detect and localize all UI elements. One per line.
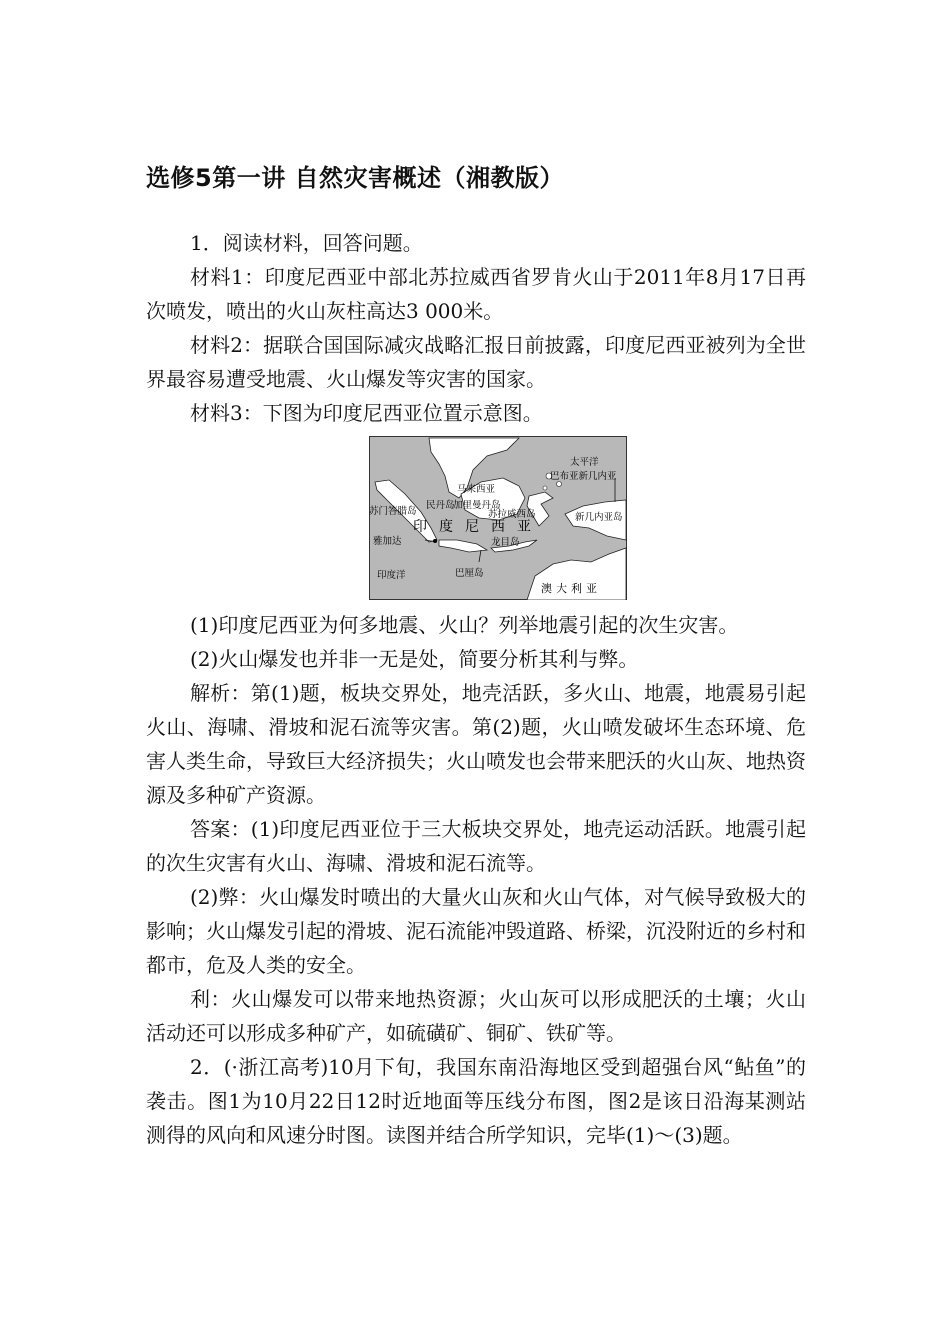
map-label-lombok: 龙目岛 — [491, 537, 520, 548]
q1-material-2: 材料2：据联合国国际减灾战略汇报日前披露，印度尼西亚被列为全世界最容易遭受地震、火山爆发等灾害的国家。 — [146, 333, 806, 391]
indonesia-location-map — [369, 436, 627, 600]
document-title: 选修5第一讲 自然灾害概述（湘教版） — [146, 164, 565, 192]
map-label-indonesia: 印度尼西亚 — [413, 519, 543, 535]
map-label-indian-ocean: 印度洋 — [377, 570, 406, 581]
q1-sub-question-1: (1)印度尼西亚为何多地震、火山？列举地震引起的次生灾害。 — [190, 613, 739, 637]
q1-material-3: 材料3：下图为印度尼西亚位置示意图。 — [190, 401, 543, 425]
document-body — [146, 226, 806, 1152]
q1-material-1: 材料1：印度尼西亚中部北苏拉威西省罗肯火山于2011年8月17日再次喷发，喷出的火山灰柱高达3 000米。 — [146, 265, 806, 323]
map-label-mindanao: 民丹岛 — [426, 500, 455, 511]
map-label-australia: 澳大利亚 — [541, 582, 601, 595]
q1-analysis: 解析：第(1)题，板块交界处，地壳活跃，多火山、地震，地震易引起火山、海啸、滑坡和泥石流等灾害。第(2)题，火山喷发破坏生态环境、危害人类生命，导致巨大经济损失；火山喷发也会带来肥沃的火山灰、地热资源及多种矿产资源。 — [146, 681, 806, 807]
q1-answer-2: (2)弊：火山爆发时喷出的大量火山灰和火山气体，对气候导致极大的影响；火山爆发引起的滑坡、泥石流能冲毁道路、桥梁，沉没附近的乡村和都市，危及人类的安全。 — [146, 885, 806, 977]
map-label-sumatra: 苏门答腊岛 — [369, 506, 417, 517]
map-label-bali: 巴厘岛 — [455, 568, 484, 579]
map-label-pacific: 太平洋 — [570, 457, 599, 468]
q1-intro: 1．阅读材料，回答问题。 — [190, 231, 423, 255]
q1-answer-1: 答案：(1)印度尼西亚位于三大板块交界处，地壳运动活跃。地震引起的次生灾害有火山、海啸、滑坡和泥石流等。 — [146, 817, 806, 875]
map-label-sulawesi: 苏拉威西岛 — [488, 509, 536, 520]
q2-intro: 2．(·浙江高考)10月下旬，我国东南沿海地区受到超强台风“鲇鱼”的袭击。图1为10月22日12时近地面等压线分布图，图2是该日沿海某测站测得的风向和风速分时图。读图并结合所学知识，完毕(1)～(3)题。 — [146, 1055, 806, 1147]
map-label-new-guinea: 新几内亚岛 — [575, 512, 623, 523]
map-label-jakarta: 雅加达 — [373, 536, 402, 547]
q1-answer-3: 利：火山爆发可以带来地热资源；火山灰可以形成肥沃的土壤；火山活动还可以形成多种矿产，如硫磺矿、铜矿、铁矿等。 — [146, 987, 806, 1045]
q1-sub-question-2: (2)火山爆发也并非一无是处，简要分析其利与弊。 — [190, 647, 639, 671]
map-label-malaysia: 马来西亚 — [457, 484, 496, 495]
map-label-papua: 巴布亚新几内亚 — [550, 471, 617, 482]
map-label-kalimantan: 加里曼丹岛 — [453, 500, 501, 511]
